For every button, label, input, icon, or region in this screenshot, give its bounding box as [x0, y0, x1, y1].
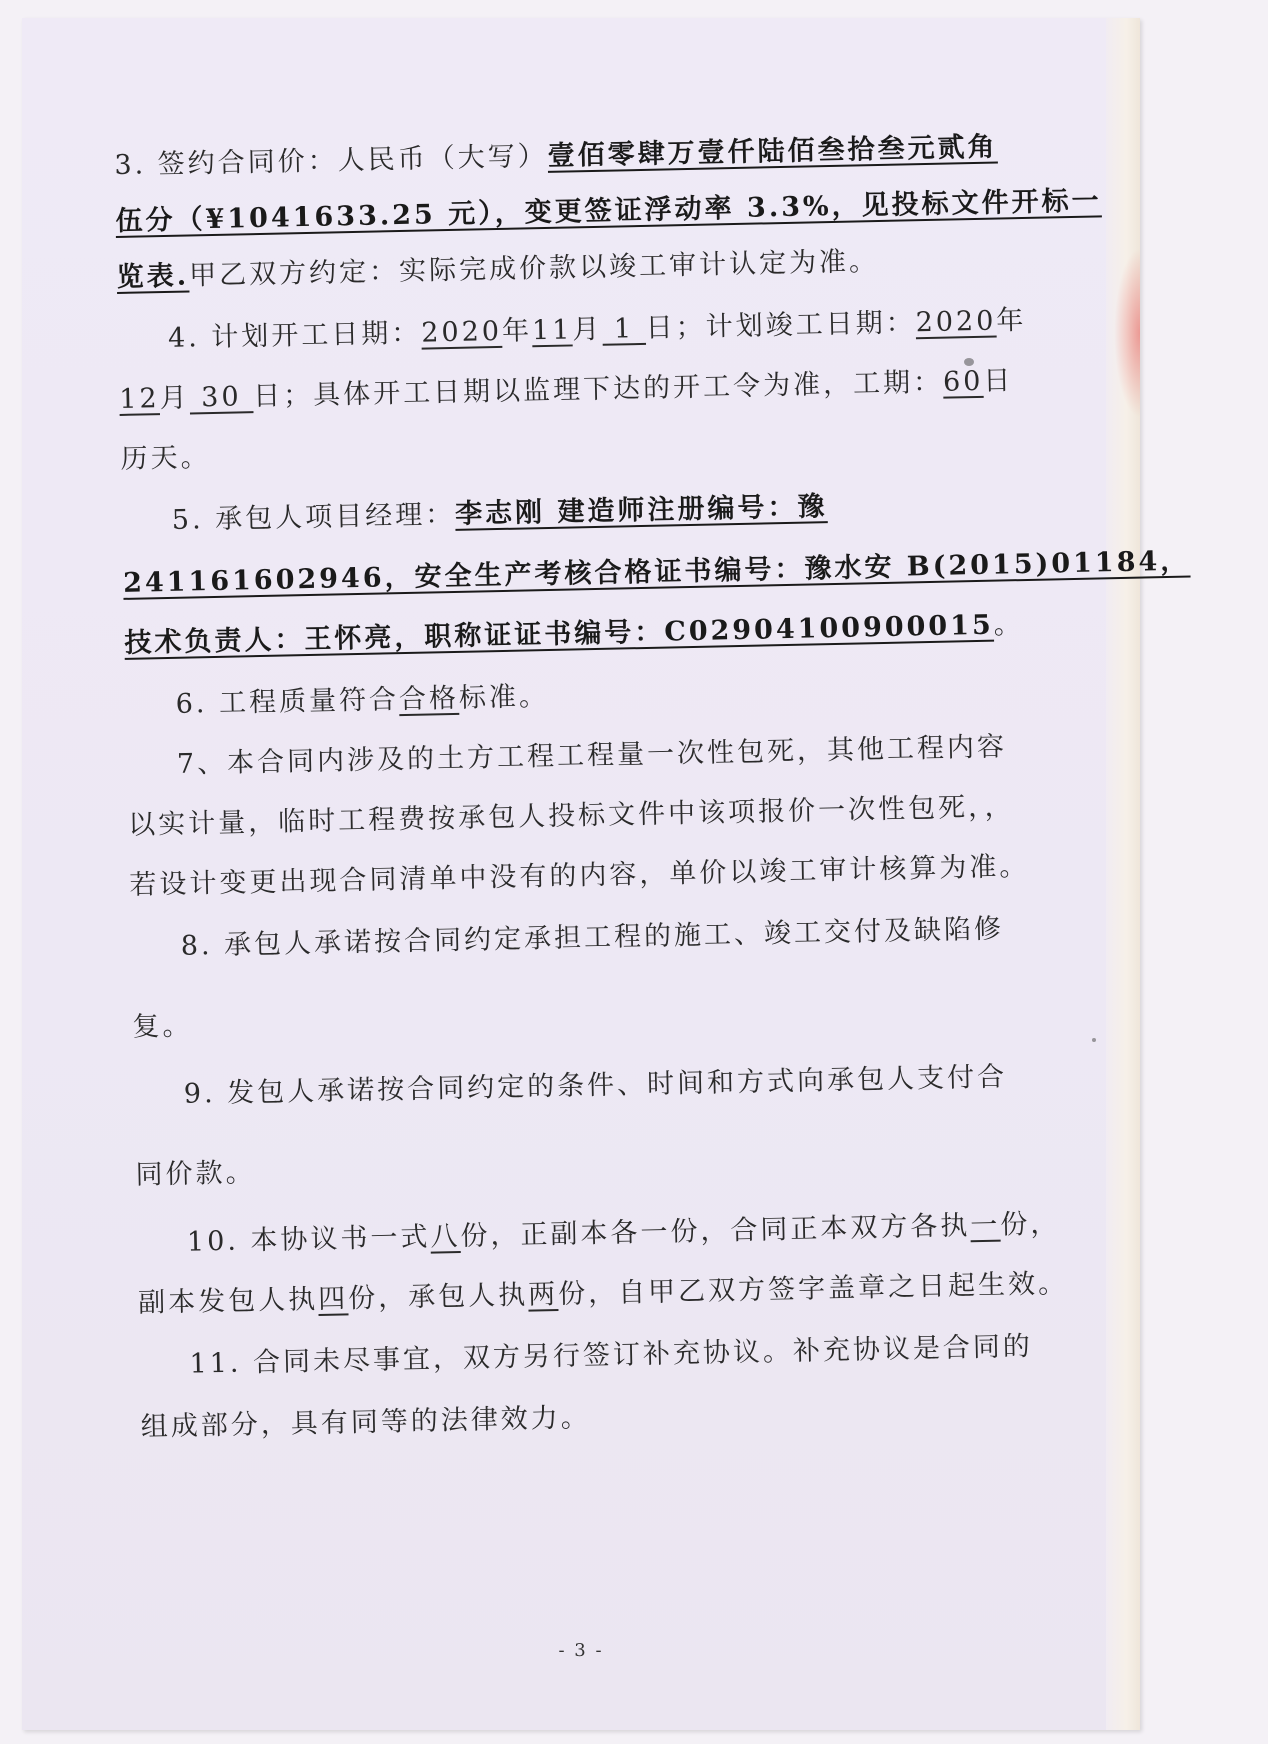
clause-3 [114, 127, 1102, 293]
filled-field-text: 两 [527, 1278, 559, 1311]
clause-text: 6. 工程质量符合 [175, 684, 400, 720]
seal-bleed-through [1114, 248, 1140, 418]
clause-11-line [140, 1398, 591, 1447]
clause-6-line [175, 677, 549, 725]
clause-8-line [180, 910, 1004, 967]
filled-field-text: 2020 [915, 305, 997, 339]
clause-11-line [189, 1327, 1033, 1385]
filled-field-text: 30 [189, 381, 254, 414]
clause-4-line [168, 301, 1027, 359]
clause-7-line [128, 787, 1015, 846]
filled-field-text: 览表. [116, 260, 190, 293]
clause-text: 份，正副本各一份，合同正本双方各执 [460, 1210, 971, 1252]
clause-text: 标准。 [458, 681, 550, 714]
clause-text: 若设计变更出现合同清单中没有的内容，单价以竣工审计核算为准。 [129, 850, 1030, 901]
clause-4-line [120, 438, 211, 480]
ink-dot [1092, 1038, 1096, 1042]
filled-field-text: 壹佰零肆万壹仟陆佰叁拾叁元贰角 [547, 131, 998, 172]
clause-9-line [135, 1153, 256, 1196]
clause-text: 11. 合同未尽事宜，双方另行签订补充协议。补充协议是合同的 [189, 1331, 1034, 1380]
filled-field-text: 技术负责人：王怀亮，职称证证书编号：C02904100900015 [124, 609, 995, 659]
clause-3-line [116, 242, 879, 298]
clause-text: 组成部分，具有同等的法律效力。 [140, 1402, 592, 1443]
filled-field-text: 60 [942, 365, 984, 398]
clause-10-line [138, 1264, 1069, 1323]
clause-5-line [124, 605, 1024, 664]
filled-field-text: 李志刚 建造师注册编号：豫 [454, 491, 828, 530]
clause-text: 年 [501, 315, 533, 347]
clause-10-line [187, 1204, 1061, 1262]
clause-text: 月 [159, 382, 190, 415]
clause-text: 日；计划竣工日期： [645, 307, 916, 344]
clause-3-line [115, 181, 1102, 242]
clause-8-line [132, 1007, 193, 1048]
filled-field-text: 2020 [421, 315, 503, 349]
clause-text: 复。 [132, 1010, 193, 1043]
filled-field-text: 伍分（¥1041633.25 元），变更签证浮动率 3.3%，见投标文件开标一 [115, 185, 1102, 237]
clause-text: 。 [993, 609, 1025, 641]
filled-field-text: 241161602946，安全生产考核合格证书编号：豫水安 B(2015)01184， [122, 545, 1191, 599]
clause-text: 4. 计划开工日期： [167, 317, 422, 354]
clause-text: 日；具体开工日期以监理下达的开工令为准，工期： [252, 366, 944, 413]
clause-text: 份，自甲乙双方签字盖章之日起生效。 [557, 1268, 1069, 1310]
document-page [22, 18, 1191, 1730]
clause-text: 份， [1000, 1208, 1061, 1241]
clause-7-line [177, 727, 1008, 784]
filled-field-text: 一 [970, 1209, 1001, 1242]
clause-5-line [123, 542, 1191, 604]
clause-text: 月 [572, 313, 603, 346]
filled-field-text: 八 [430, 1220, 461, 1253]
clause-text: 年 [996, 304, 1027, 337]
clause-text: 副本发包人执 [137, 1283, 319, 1319]
clause-text: 10. 本协议书一式 [186, 1221, 431, 1258]
clause-text: 日 [983, 365, 1014, 397]
filled-field-text: 1 [602, 312, 647, 345]
clause-text: 8. 承包人承诺按合同约定承担工程的施工、竣工交付及缺陷修 [180, 913, 1005, 962]
page-number: - 3 - [558, 1640, 604, 1661]
clause-4-line [119, 361, 1014, 420]
clause-text: 9. 发包人承诺按合同约定的条件、时间和方式向承包人支付合 [183, 1061, 1008, 1110]
clause-text: 7、本合同内涉及的土方工程工程量一次性包死，其他工程内容 [176, 731, 1008, 780]
filled-field-text: 四 [317, 1283, 349, 1315]
clause-text: 3. 签约合同价：人民币（大写） [114, 140, 548, 181]
clause-7-line [129, 847, 1030, 906]
clause-5-line [171, 487, 827, 541]
clause-text: 份，承包人执 [347, 1279, 529, 1315]
contract-body [114, 127, 1191, 1443]
clause-text: 5. 承包人项目经理： [171, 498, 456, 536]
clause-text: 同价款。 [135, 1157, 256, 1191]
clause-3-line [114, 128, 998, 186]
filled-field-text: 11 [531, 314, 573, 347]
clause-text: 甲乙双方约定：实际完成价款以竣工审计认定为准。 [188, 246, 880, 292]
filled-field-text: 12 [118, 383, 160, 415]
clause-text: 历天。 [120, 442, 211, 475]
clause-text: 以实计量，临时工程费按承包人投标文件中该项报价一次性包死，， [127, 791, 1015, 841]
filled-field-text: 合格 [398, 682, 460, 716]
clause-9-line [183, 1058, 1007, 1115]
